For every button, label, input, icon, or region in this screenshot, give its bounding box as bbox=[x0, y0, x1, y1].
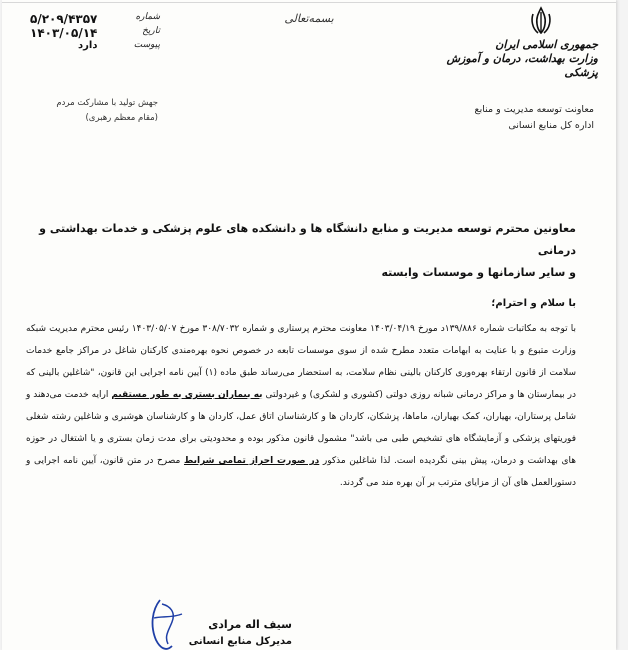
date-row bbox=[30, 26, 160, 40]
letter-meta bbox=[30, 12, 160, 54]
slogan-line1: جهش تولید با مشارکت مردم bbox=[56, 98, 158, 108]
number-label: شماره bbox=[135, 12, 160, 22]
letter-number: ۵/۲۰۹/۴۳۵۷ bbox=[30, 12, 98, 26]
basmala: بسمه‌تعالی bbox=[284, 12, 334, 25]
letter-body bbox=[26, 318, 576, 494]
ministry-letterhead bbox=[418, 38, 598, 80]
slogan-line2: (مقام معظم رهبری) bbox=[85, 113, 158, 123]
signature-block bbox=[182, 616, 292, 650]
number-row bbox=[30, 12, 160, 26]
emphasis-conditions: در صورت احراز تمامی شرایط bbox=[183, 456, 320, 466]
signer-title: مدیرکل منابع انسانی bbox=[188, 636, 292, 647]
slogan bbox=[8, 96, 158, 126]
date-label: تاریخ bbox=[142, 26, 160, 36]
greeting: با سلام و احترام؛ bbox=[491, 298, 576, 309]
addressee bbox=[32, 218, 576, 284]
attachment-label: پیوست bbox=[133, 40, 160, 50]
emphasis-direct-care: به بیماران بستری به طور مستقیم bbox=[111, 390, 263, 400]
body-part2: ارایه خدمت می‌دهند و شامل پرستاران، بهیاران، کمک بهیاران، ماماها، پزشکان، کاردان ها و کارشناسان اتاق عمل، کاردان ها و کارشناسان هوشبری و شاغلین رشته شغلی فوریتهای پزشکی و آزمایشگاه های تشخیص طبی می باشد" مشمول قانون مذکور بوده و محدودیتی برای مدت زمان بستری و یا اشتغال در حوزه های بهداشت و درمان، پیش بینی نگردیده است. لذا شاغلین مذکور bbox=[26, 390, 576, 466]
body-part3: مصرح در متن قانون، آیین نامه اجرایی و دستورالعمل های آن از مزایای مترتب بر آن بهره مند می گردند. bbox=[26, 456, 576, 488]
department-block bbox=[414, 102, 594, 134]
ministry-line1: جمهوری اسلامی ایران bbox=[495, 38, 598, 51]
top-border bbox=[2, 2, 616, 3]
body-part1: با توجه به مکاتبات شماره ۱۳۹/۸۸۶د مورخ ۱۴۰۳/۰۴/۱۹ معاونت محترم پرستاری و شماره ۳۰۸/۷۰۳۲ مورخ ۱۴۰۳/۰۵/۰۷ رئیس محترم مدیریت شبکه وزارت متبوع و با عنایت به ابهامات متعدد مطرح شده از سوی موسسات تابعه در خصوص نحوه بهره‌مندی کارکنان شاغل در مراکز جامع خدمات سلامت از قانون ارتقاء بهره‌وری کارکنان بالینی نظام سلامت، به استحضار می‌رساند طبق ماده (۱) آیین نامه اجرایی این قانون، "شاغلین بالینی که در بیمارستان ها و مراکز درمانی شبانه روزی دولتی (کشوری و لشکری) و غیردولتی bbox=[26, 324, 576, 400]
office-name: اداره کل منابع انسانی bbox=[508, 120, 594, 131]
addressee-line1: معاونین محترم توسعه مدیریت و منابع دانشگاه ها و دانشکده های علوم پزشکی و خدمات بهداشتی و درمانی bbox=[39, 222, 576, 257]
attachment-row bbox=[30, 40, 160, 54]
ministry-line2: وزارت بهداشت، درمان و آموزش پزشکی bbox=[446, 52, 598, 79]
body-paragraph bbox=[26, 318, 576, 494]
addressee-line2: و سایر سازمانها و موسسات وابسته bbox=[381, 266, 576, 279]
attachment-value: دارد bbox=[78, 40, 98, 51]
letter-page bbox=[2, 0, 616, 650]
iran-emblem-icon bbox=[528, 6, 554, 36]
deputy-name: معاونت توسعه مدیریت و منابع bbox=[474, 104, 594, 115]
letter-date: ۱۴۰۳/۰۵/۱۴ bbox=[30, 26, 98, 40]
signer-name: سیف اله مرادی bbox=[208, 618, 292, 631]
